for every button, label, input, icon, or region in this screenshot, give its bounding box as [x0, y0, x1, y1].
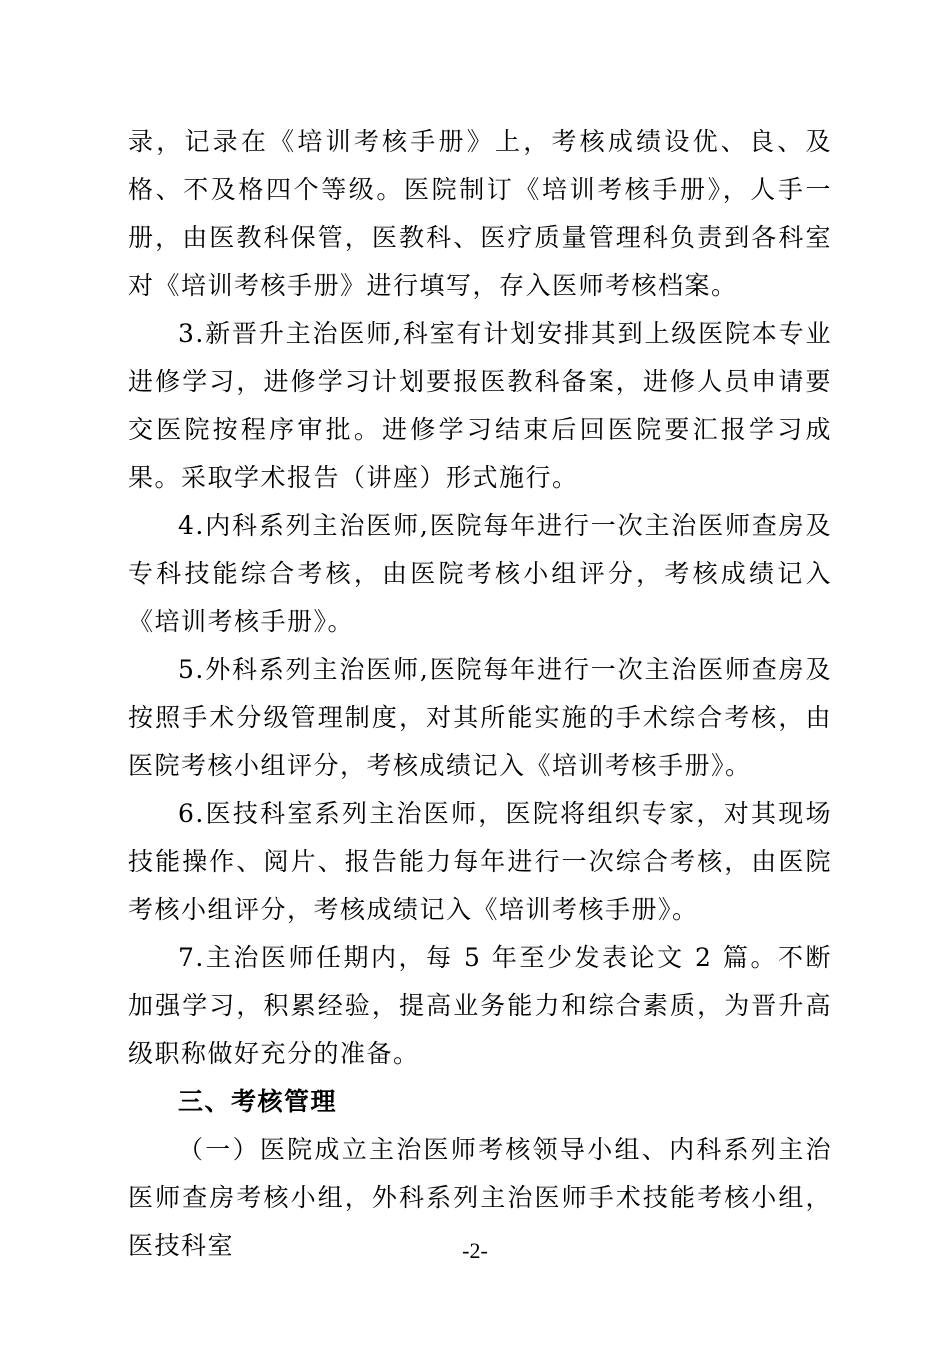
- paragraph-section-1: （一）医院成立主治医师考核领导小组、内科系列主治医师查房考核小组，外科系列主治医师手术技能考核小组，医技科室: [128, 1135, 832, 1260]
- section-heading: 三、考核管理: [178, 1087, 338, 1116]
- paragraph-item-7: 7.主治医师任期内，每 5 年至少发表论文 2 篇。不断加强学习，积累经验，提高业务能力和综合素质，为晋升高级职称做好充分的准备。: [128, 943, 832, 1068]
- document-body: [128, 118, 832, 1270]
- page-number: -2-: [462, 1238, 488, 1263]
- paragraph-training-record: 录，记录在《培训考核手册》上，考核成绩设优、良、及格、不及格四个等级。医院制订《培训考核手册》，人手一册，由医教科保管，医教科、医疗质量管理科负责到各科室对《培训考核手册》进行填写，存入医师考核档案。: [128, 127, 832, 300]
- paragraph-item-6: 6.医技科室系列主治医师，医院将组织专家，对其现场技能操作、阅片、报告能力每年进行一次综合考核，由医院考核小组评分，考核成绩记入《培训考核手册》。: [128, 799, 832, 924]
- paragraph-item-4: 4.内科系列主治医师,医院每年进行一次主治医师查房及专科技能综合考核，由医院考核小组评分，考核成绩记入《培训考核手册》。: [128, 511, 832, 636]
- paragraph-item-5: 5.外科系列主治医师,医院每年进行一次主治医师查房及按照手术分级管理制度，对其所能实施的手术综合考核，由医院考核小组评分，考核成绩记入《培训考核手册》。: [128, 655, 832, 780]
- paragraph-item-3: 3.新晋升主治医师,科室有计划安排其到上级医院本专业进修学习，进修学习计划要报医教科备案，进修人员申请要交医院按程序审批。进修学习结束后回医院要汇报学习成果。采取学术报告（讲座）形式施行。: [128, 319, 832, 492]
